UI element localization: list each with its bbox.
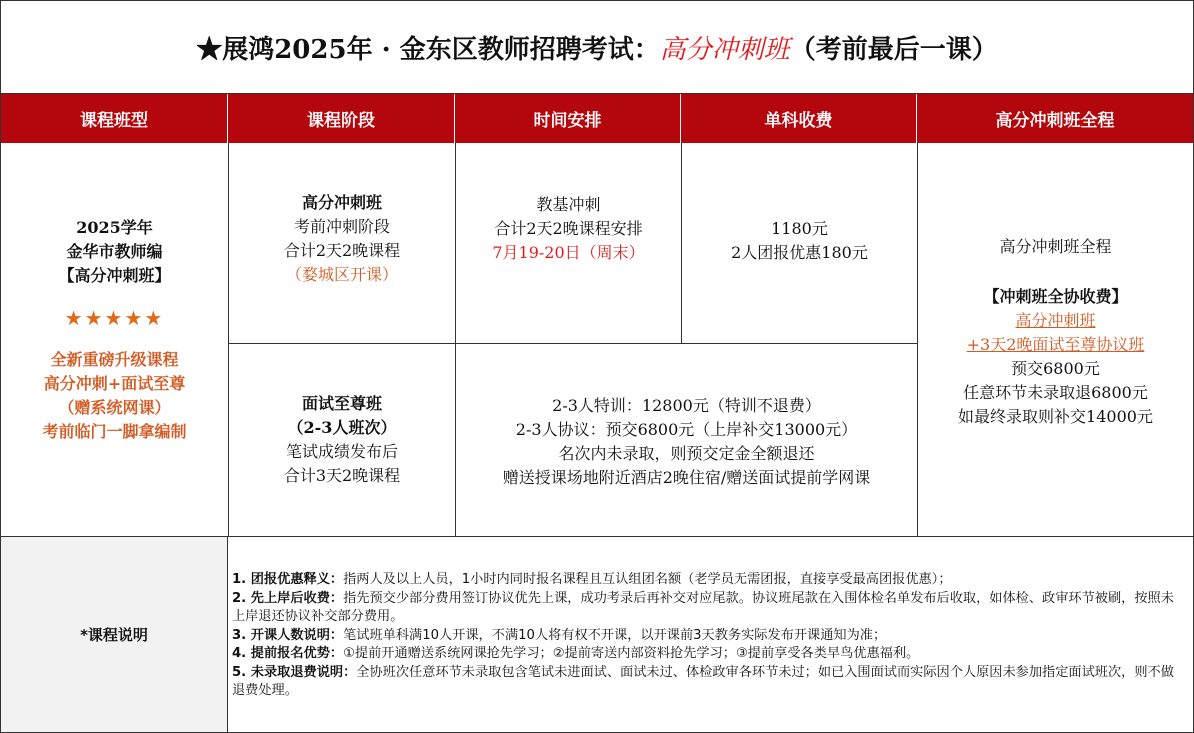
full-course-refund: 任意环节未录取退6800元	[963, 382, 1148, 402]
full-course-title: 高分冲刺班全程	[999, 236, 1112, 256]
notes-section	[227, 536, 1193, 732]
note-text: 指先预交少部分费用签订协议优先上课，成功考录后再补交对应尾款。协议班尾款在入围体检名单发布后收取，如体检、政审环节被刷，按照未上岸退还协议补交部分费用。	[232, 590, 1174, 624]
course-year: 2025学年	[76, 217, 153, 237]
stage-sprint-name: 高分冲刺班	[301, 193, 382, 212]
notes-label: *课程说明	[1, 536, 227, 732]
stage-interview-name: 面试至尊班	[301, 394, 382, 413]
full-course-final: 如最终录取则补交14000元	[958, 406, 1153, 426]
note-item	[232, 664, 1187, 701]
full-course-link-sprint[interactable]: 高分冲刺班	[1015, 310, 1096, 330]
title-suffix: （考前最后一课）	[789, 34, 998, 65]
schedule-interview-line: 赠送授课场地附近酒店2晚住宿/赠送面试提前学网课	[502, 468, 871, 487]
schedule-sprint-date: 7月19-20日（周末）	[492, 243, 645, 262]
fee-sprint-group: 2人团报优惠180元	[731, 243, 868, 262]
header-stage: 课程阶段	[228, 94, 455, 143]
schedule-interview-line: 2-3人协议：预交6800元（上岸补交13000元）	[515, 420, 858, 439]
schedule-sprint-subject: 教基冲刺	[536, 195, 601, 214]
promo-line: 考前临门一脚拿编制	[42, 421, 187, 441]
note-text: ①提前开通赠送系统网课抢先学习；②提前寄送内部资料抢先学习；③提前享受各类早鸟优惠福利。	[343, 646, 920, 661]
stage-sprint-location: （婺城区开课）	[285, 265, 398, 284]
full-course-link-interview[interactable]: +3天2晚面试至尊协议班	[966, 334, 1145, 354]
schedule-interview-line: 名次内未录取，则预交定金全额退还	[558, 444, 815, 463]
schedule-sprint-cell	[455, 143, 681, 343]
course-class-name: 【高分冲刺班】	[58, 265, 171, 285]
full-course-cell	[917, 143, 1193, 536]
note-item	[232, 590, 1187, 627]
note-label: 2. 先上岸后收费：	[232, 590, 344, 606]
note-label: 3. 开课人数说明：	[232, 627, 344, 643]
note-label: 1. 团报优惠释义：	[232, 572, 344, 587]
schedule-interview-line: 2-3人特训：12800元（特训不退费）	[552, 396, 821, 415]
note-text: 指两人及以上人员，1小时内同时报名课程且互认组团名额（老学员无需团报，直接享受最高团报优惠）；	[343, 572, 952, 587]
page-title	[1, 1, 1193, 94]
title-prefix: ★展鸿2025年 · 金东区教师招聘考试：	[196, 34, 660, 65]
stage-interview-total: 合计3天2晚课程	[283, 466, 401, 485]
course-region: 金华市教师编	[66, 241, 163, 261]
header-fee: 单科收费	[681, 94, 917, 143]
full-course-fee-label: 【冲刺班全协收费】	[983, 286, 1128, 306]
fee-sprint-price: 1180元	[771, 219, 828, 238]
note-label: 5. 未录取退费说明：	[232, 664, 357, 680]
stage-sprint-total: 合计2天2晚课程	[283, 241, 401, 260]
stage-interview-size: （2-3人班次）	[287, 418, 397, 437]
promo-line: 高分冲刺+面试至尊	[43, 373, 186, 393]
note-label: 4. 提前报名优势：	[232, 646, 344, 661]
promo-line: 全新重磅升级课程	[50, 349, 179, 369]
note-item	[232, 645, 1187, 664]
full-course-prepay: 预交6800元	[1011, 358, 1100, 378]
stage-interview-cell	[228, 343, 455, 536]
note-text: 全协班次任意环节未录取包含笔试未进面试、面试未过、体检政审各环节未过；如已入围面试而实际因个人原因未参加指定面试班次，则不做退费处理。	[232, 664, 1174, 698]
fee-sprint-cell	[681, 143, 917, 343]
note-text: 笔试班单科满10人开课，不满10人将有权不开课，以开课前3天教务实际发布开课通知为准；	[343, 627, 887, 643]
title-highlight: 高分冲刺班	[659, 34, 790, 65]
header-schedule: 时间安排	[455, 94, 681, 143]
schedule-interview-cell	[455, 343, 917, 536]
note-item	[232, 627, 1187, 646]
promo-line: （赠系统网课）	[58, 397, 171, 417]
stage-interview-after: 笔试成绩发布后	[285, 442, 398, 461]
course-type-cell	[1, 143, 228, 536]
stage-sprint-phase: 考前冲刺阶段	[293, 217, 390, 236]
schedule-sprint-total: 合计2天2晚课程安排	[494, 219, 643, 238]
header-course-type: 课程班型	[1, 94, 228, 143]
note-item	[232, 571, 1187, 590]
stage-sprint-cell	[228, 143, 455, 343]
header-full-course: 高分冲刺班全程	[917, 94, 1193, 143]
rating-stars: ★★★★★	[64, 305, 165, 330]
